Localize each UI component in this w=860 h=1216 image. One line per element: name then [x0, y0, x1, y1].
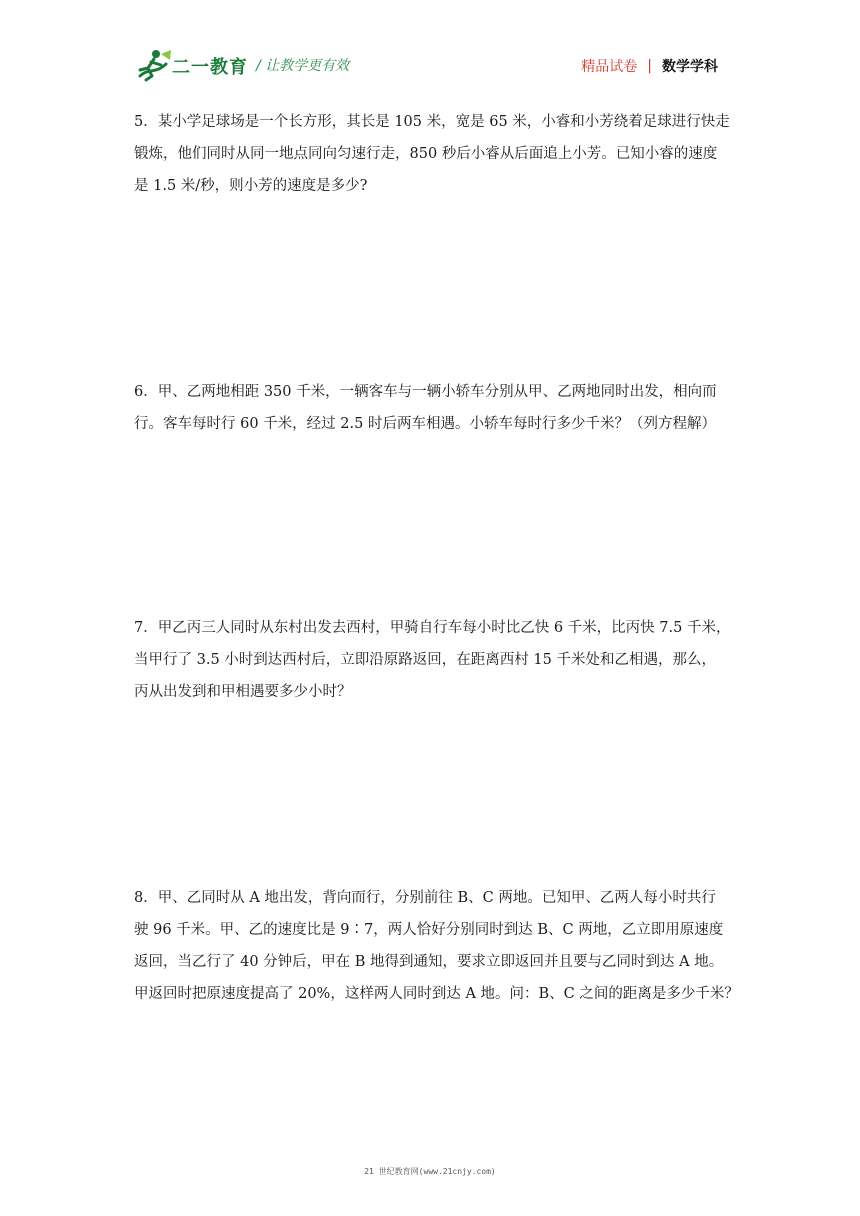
question-line: 返回，当乙行了 40 分钟后，甲在 B 地得到通知，要求立即返回并且要与乙同时到达 A 地。: [134, 954, 724, 970]
question-5: [134, 106, 734, 202]
page-footer: 21 世纪教育网(www.21cnjy.com): [364, 1167, 496, 1176]
brand-name: 二一教育: [172, 57, 248, 78]
question-line: 行。客车每时行 60 千米，经过 2.5 时后两车相遇。小轿车每时行多少千米？（列方程解）: [134, 416, 716, 432]
question-line: 6．甲、乙两地相距 350 千米，一辆客车与一辆小轿车分别从甲、乙两地同时出发，相向而: [134, 384, 717, 400]
brand-slogan: / 让教学更有效: [256, 58, 350, 74]
question-6: [134, 376, 734, 440]
question-8: [134, 882, 739, 1010]
subject-tag: 数学学科: [662, 59, 718, 75]
question-line: 驶 96 千米。甲、乙的速度比是 9∶7，两人恰好分别同时到达 B、C 两地，乙立即用原速度: [134, 922, 724, 938]
header-separator: |: [647, 58, 652, 74]
question-line: 甲返回时把原速度提高了 20%，这样两人同时到达 A 地。问：B、C 之间的距离是多少千米？: [134, 986, 739, 1002]
question-line: 锻炼，他们同时从同一地点同向匀速行走，850 秒后小睿从后面追上小芳。已知小睿的速度: [134, 146, 718, 162]
header-tags: [581, 56, 718, 76]
question-line: 丙从出发到和甲相遇要多少小时？: [134, 684, 352, 700]
question-7: [134, 612, 734, 708]
quality-tag: 精品试卷: [581, 59, 638, 75]
question-line: 5．某小学足球场是一个长方形，其长是 105 米，宽是 65 米，小睿和小芳绕着足球进行快走: [134, 114, 730, 130]
page-header: [0, 0, 860, 100]
question-line: 是 1.5 米/秒，则小芳的速度是多少?: [134, 178, 368, 194]
question-line: 7．甲乙丙三人同时从东村出发去西村，甲骑自行车每小时比乙快 6 千米，比丙快 7.5 千米，: [134, 620, 731, 636]
question-line: 当甲行了 3.5 小时到达西村后，立即沿原路返回，在距离西村 15 千米处和乙相遇，那么，: [134, 652, 716, 668]
question-line: 8．甲、乙同时从 A 地出发，背向而行，分别前往 B、C 两地。已知甲、乙两人每小时共行: [134, 890, 716, 906]
